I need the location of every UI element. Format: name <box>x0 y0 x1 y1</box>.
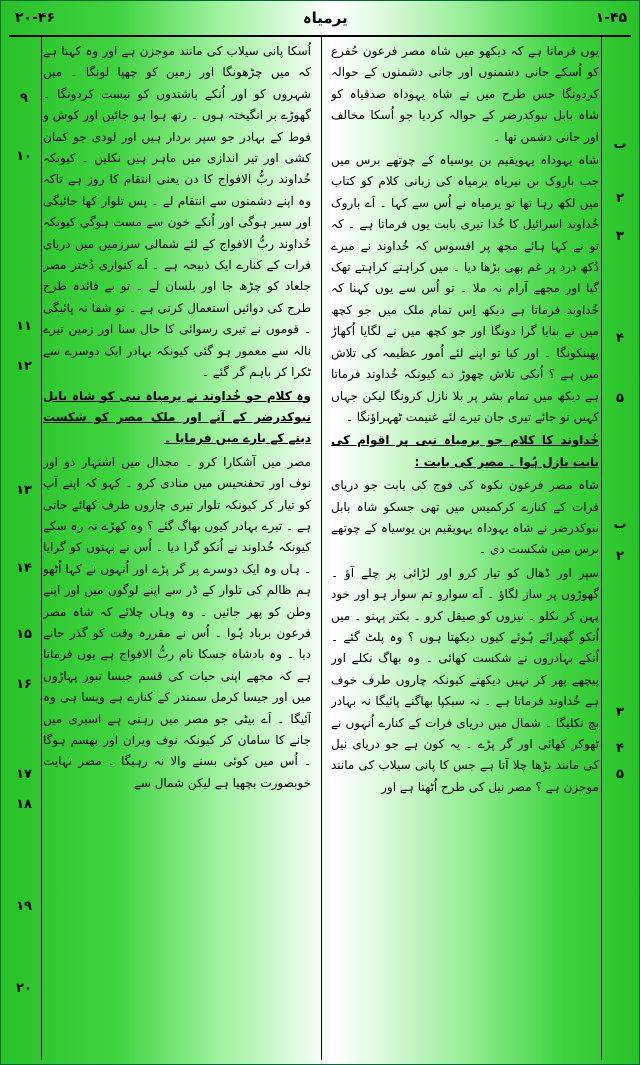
verse-number: ۹ <box>20 91 28 106</box>
verse-number: ۱۳ <box>16 483 32 498</box>
left-margin-divider <box>41 37 42 1060</box>
chapter-range-left: ۲۰-۴۶ <box>15 10 55 26</box>
verse-number: ۱۲ <box>16 359 32 374</box>
verse-number: ۴ <box>616 331 624 346</box>
right-verse-margin <box>603 37 637 1064</box>
paragraph: مصر میں آشکارا کرو ۔ مجدال میں اشتہار دو اور نوف اور تحفنحیس میں منادی کرو ۔ کہو کہ اپنے آپ کو تیار کر کیونکہ تلوار تیری چاروں طرف کھائے جاتی ہے ۔ تیرے بہادر کیوں بھاگ گئے ؟ وہ کھڑے نہ رہ سکے کیونکہ خُداوند نے اُنکو گرا دیا ۔ اُس نے بہتوں کو گرایا ۔ ہاں وہ ایک دوسرے پر گر پڑے اور اُنہوں نے کہا اُٹھو ہم ظالم کی تلوار کے ڈر سے اپنے لوگوں میں اور اپنے وطن کو پھر جائیں ۔ وہ وہاں چلائے کہ شاہ مصر فرعون برباد ہُوا ۔ اُس نے مقررہ وقت کو گذر جانے دیا ۔ وہ بادشاہ جسکا نام ربُّ الافواج ہے یوں فرماتا ہے کہ مجھے اپنی حیات کی قسم جیسا تبور پہاڑوں میں اور جیسا کرمل سمندر کے کنارے ہے ویسا ہی وہ آئیگا ۔ اَے بیٹی جو مصر میں رہتی ہے اسیری میں جانے کا سامان کر کیونکہ نوف ویران اور بھسم ہوگا ۔ اُس میں کوئی بسنے والا نہ رہیگا ۔ مصر نہایت خوبصورت بچھیا ہے لیکن شمال سے <box>43 454 311 790</box>
verse-number: ۱۴ <box>16 561 32 576</box>
paragraph: اُسکا پانی سیلاب کی مانند موجزن ہے اور وہ کہتا ہے کہ میں چڑھونگا اور زمین کو چھپا لونگا ۔ میں شہروں کو اور اُنکے باشندوں کو نیست کردونگا ۔ گھوڑے بر انگیختہ ہوں ۔ رتھ ہوا ہو جائیں اور کوش و فوط کے بہادر جو سپر بردار ہیں اور لودی جو کمان کشی اور تیر اندازی میں ماہر ہیں نکلیں ۔ کیونکہ خُداوند ربُّ الافواج کا دن یعنی انتقام کا روز ہے تاکہ وہ اپنے دشمنوں سے انتقام لے ۔ پس تلوار کھا جائیگی اور سیر ہوگی اور اُنکے خون سے مست ہوگی کیونکہ خُداوند ربُّ الافواج کے لئے شمالی سرزمین میں دریای فرات کے کنارے ایک ذبیحہ ہے ۔ اَے کنواری دُختر مصر جلعاد کو چڑھ جا اور بلسان لے ۔ تو بے فائدہ طرح طرح کی دوائیں استعمال کرتی ہے ۔ تو شفا نہ پائیگی ۔ قوموں نے تیری رسوائی کا حال سنا اور زمین تیرے نالہ سے معمور ہو گئی کیونکہ بہادر ایک دوسرے سے ٹکرا کر باہم گر گئے ۔ <box>43 44 311 380</box>
right-margin-divider <box>601 37 602 1060</box>
verse-number: ۴ <box>616 741 624 756</box>
left-verse-margin <box>7 37 41 1064</box>
paragraph: یوں فرماتا ہے کہ دیکھو میں شاہ مصر فرعون حُفرع کو اُسکے جانی دشمنوں اور جانی دشمنوں کے حوالہ کردونگا جس طرح میں نے شاہ یہوداہ صدقیاہ کو شاہ بابل نبوکدرضر کے حوالہ کردیا جو اُسکا مخالف اور جانی دشمن تھا ۔ <box>331 44 599 144</box>
page-header <box>1 1 640 35</box>
chapter-range-right: ۱-۴۵ <box>595 10 627 26</box>
verse-number: ۱۶ <box>16 677 32 692</box>
verse-number: ۱۰ <box>16 149 32 164</box>
verse-number: ۱۸ <box>16 797 32 812</box>
paragraph: شاہ یہوداہ یہویقیم بن یوسیاہ کے چوتھے برس میں جب باروک بن نیریاہ یرمیاہ کی زبانی کلام کو کتاب میں لکھ رہا تھا تو یرمیاہ نے اُس سے کہا ۔ اَے باروک خُداوند اسرائیل کا خُدا تیری بابت یوں فرماتا ہے ۔ کہ تو نے کہا ہائے مجھ پر افسوس کہ خُداوند نے میرے دُکھ درد پر غم بھی بڑھا دیا ۔ میں کراہتے کراہتے تھک گیا اور مجھے آرام نہ ملا ۔ تو اُس سے یوں کہنا کہ خُداوند فرماتا ہے دیکھ اِس تمام ملک میں جو کچھ میں نے بنایا گرا دونگا اور جو کچھ میں نے لگایا اُکھاڑ پھینکونگا ۔ اور کیا تو اپنے لئے اُمور عظیمہ کی تلاش میں ہے ؟ اُنکی تلاش چھوڑ دے کیونکہ خُداوند فرماتا ہے دیکھ میں تمام بشر پر بلا نازل کرونگا لیکن جہاں کہیں تو جائے تیری جان تیرے لئے غنیمت ٹھہراؤنگا ۔ <box>331 153 599 424</box>
verse-number: ب <box>613 517 627 532</box>
verse-number: ۵ <box>616 391 624 406</box>
verse-number: ۱۹ <box>16 899 32 914</box>
verse-number: ۱۱ <box>16 319 32 334</box>
verse-number: ۳ <box>616 705 624 720</box>
paragraph: شاہ مصر فرعون نکوہ کی فوج کی بابت جو دریای فرات کے کنارے کرکمیس میں تھی جسکو شاہ بابل نبوکدرضر نے شاہ یہوداہ یہویقیم بن یوسیاہ کے چوتھے برس میں شکست دی ۔ <box>331 478 599 557</box>
verse-number: ۱۵ <box>16 627 32 642</box>
section-heading: خُداوند کا کلام جو یرمیاہ نبی پر اقوام کی بابت نازل ہُوا ۔ مصر کی بابت : <box>331 433 599 469</box>
verse-number: ۵ <box>616 767 624 782</box>
column-divider <box>321 37 322 1060</box>
verse-number: ۱۷ <box>16 767 32 782</box>
left-text-column <box>43 41 311 1058</box>
verse-number: ب <box>613 137 627 152</box>
book-title: یرمیاہ <box>302 9 348 27</box>
right-text-column <box>331 41 599 1058</box>
verse-number: ۳ <box>616 229 624 244</box>
verse-number: ۲۰ <box>16 981 32 996</box>
paragraph: سپر اور ڈھال کو تیار کرو اور لڑائی پر چلے آؤ ۔ گھوڑوں پر ساز لگاؤ ۔ اَے سوارو تم سوار ہو اور خود پہن کر نکلو ۔ نیزوں کو صیقل کرو ۔ بکتر پہنو ۔ میں اُنکو گھبرائے ہُوئے کیوں دیکھتا ہوں ؟ وہ پلٹ گئے ۔ اُنکے بہادروں نے شکست کھائی ۔ وہ بھاگ نکلے اور پیچھے پھر کر نہیں دیکھتے کیونکہ چاروں طرف خوف ہے خُداوند فرماتا ہے ۔ نہ سبکپا بھاگنے پائیگا نہ بہادر بچ نکلیگا ۔ شمال میں دریای فرات کے کنارے اُنہوں نے ٹھوکر کھائی اور گر پڑے ۔ یہ کون ہے جو دریای نیل کی مانند بڑھا چلا آتا ہے جس کا پانی سیلاب کی مانند موجزن ہے ؟ مصر نیل کی طرح اُٹھتا ہے اور <box>331 565 599 794</box>
header-divider <box>9 35 631 37</box>
verse-number: ۲ <box>616 549 624 564</box>
verse-number: ۲ <box>616 191 624 206</box>
section-heading: وہ کلام جو خُداوند نے یرمیاہ نبی کو شاہ بابل نبوکدرضر کے آنے اور ملک مصر کو شکست دینے کے بارے میں فرمایا ۔ <box>43 388 311 446</box>
